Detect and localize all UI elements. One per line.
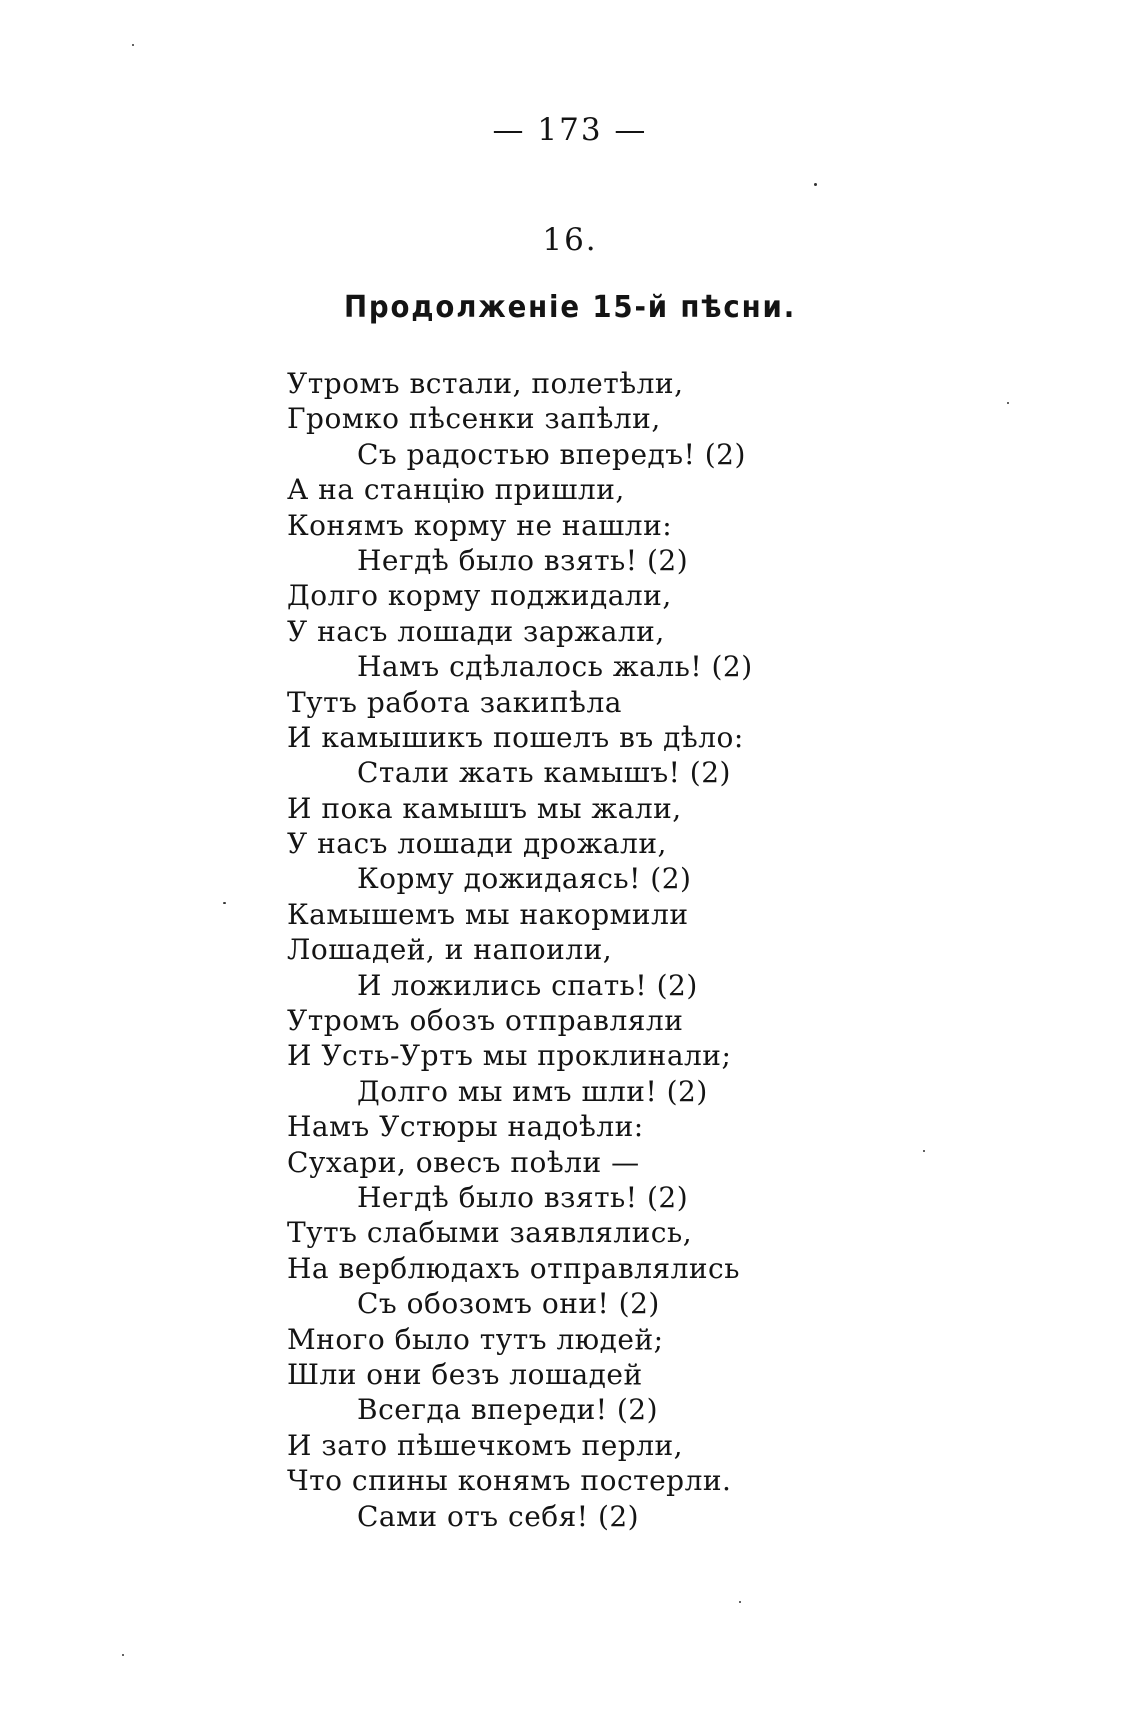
song-title: Продолженіе 15-й пѣсни.: [343, 290, 797, 325]
verse-refrain-line: И ложились спать! (2): [357, 968, 698, 1002]
verse-line: А на станцію пришли,: [287, 473, 625, 507]
verse-refrain-line: Сами отъ себя! (2): [357, 1499, 640, 1533]
scan-speck: [223, 902, 226, 904]
verse-line: Утромъ встали, полетѣли,: [287, 367, 684, 400]
verse-line: Намъ Устюры надоѣли:: [287, 1110, 644, 1144]
verse-line: На верблюдахъ отправлялись: [287, 1251, 740, 1285]
scan-speck: [122, 1654, 124, 1656]
scan-speck: [923, 1150, 925, 1152]
verse-refrain-line: Съ радостью впередъ! (2): [357, 437, 746, 471]
song-number: 16.: [542, 222, 598, 258]
verse-line: Тутъ работа закипѣла: [287, 685, 622, 719]
verse-line: Тутъ слабыми заявлялись,: [287, 1216, 693, 1250]
scan-speck: [814, 183, 817, 186]
verse-line: Что спины конямъ постерли.: [287, 1464, 732, 1498]
verse-refrain-line: Негдѣ было взять! (2): [357, 543, 689, 577]
verse-refrain-line: Корму дожидаясь! (2): [357, 862, 692, 896]
verse-line: Шли они безъ лошадей: [287, 1357, 643, 1391]
verse-line: Громко пѣсенки запѣли,: [287, 402, 661, 436]
verse-refrain-line: Стали жать камышъ! (2): [357, 756, 731, 790]
verse-refrain-line: Долго мы имъ шли! (2): [357, 1074, 708, 1108]
verse-line: Конямъ корму не нашли:: [287, 508, 673, 542]
verse-refrain-line: Негдѣ было взять! (2): [357, 1180, 689, 1214]
verse-line: Лошадей, и напоили,: [287, 933, 613, 967]
verse-line: Долго корму поджидали,: [287, 579, 672, 613]
verse-refrain-line: Всегда впереди! (2): [357, 1393, 659, 1427]
verse-line: Утромъ обозъ отправляли: [287, 1004, 684, 1038]
verse-line: Камышемъ мы накормили: [287, 897, 689, 931]
verse-line: И Усть-Уртъ мы проклинали;: [287, 1039, 732, 1073]
verse-line: Много было тутъ людей;: [287, 1322, 664, 1356]
verse-line: У насъ лошади заржали,: [287, 614, 665, 648]
scan-speck: [1007, 402, 1009, 404]
verse-line: У насъ лошади дрожали,: [287, 827, 667, 861]
verse-line: И камышикъ пошелъ въ дѣло:: [287, 720, 744, 754]
verse-line: И пока камышъ мы жали,: [287, 791, 682, 825]
scan-speck: [132, 44, 134, 46]
scan-speck: [739, 1601, 741, 1603]
verse-line: Сухари, овесъ поѣли —: [287, 1145, 640, 1179]
page-number: — 173 —: [492, 112, 648, 148]
verse-refrain-line: Намъ сдѣлалось жаль! (2): [357, 650, 753, 684]
song-verse: [287, 366, 987, 1534]
verse-line: И зато пѣшечкомъ перли,: [287, 1428, 684, 1462]
verse-refrain-line: Съ обозомъ они! (2): [357, 1287, 660, 1321]
